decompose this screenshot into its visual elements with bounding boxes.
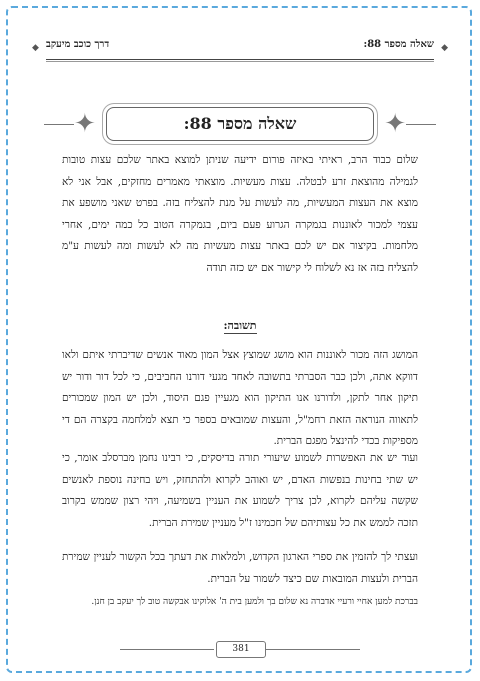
page-number: 381 xyxy=(216,641,266,658)
question-title-banner xyxy=(74,107,406,141)
star-ornament-icon: ✦ xyxy=(384,109,406,139)
footer-rule-left xyxy=(120,649,214,650)
star-ornament-icon: ✦ xyxy=(74,109,96,139)
header-divider-thin xyxy=(46,61,434,62)
header-divider xyxy=(46,59,434,60)
page-footer xyxy=(0,641,480,657)
question-text: שלום כבוד הרב, ראיתי באיזה פורום ידיעה שניתן למוצא באתר שלכם עצות טובות לגמילה מהוצאת זרע לבטלה. עצות מעשיות. מוצאתי מאמרים מחזקים, אבל אני לא מוצא את העצות המעשיות, מה לעשות על מנת להצליח בזה. בפרט שאני מושפע את עצמי למכור לאוננות בגמקרה הגרוע פעם ביום, בגמקרה הטוב כל כמה ימים, אחרי מלחמות. בקיצור אם יש לכם באתר עצות מעשיות מה לא לעשות ומה לעשות ע"מ להצליח בזה אז נא לשלוח לי קישור אם יש כזה תודה xyxy=(62,154,418,274)
footer-rule-right xyxy=(266,649,360,650)
answer-heading-label: תשובה: xyxy=(223,319,257,332)
header-question-title: שאלה מספר 88: xyxy=(363,39,434,50)
question-title: שאלה מספר 88: xyxy=(106,107,374,141)
answer-paragraph: ועצתי לך להזמין את ספרי הארגון הקדוש, ולמלאות את דעתך בכל הקשור לעניין שמירת הברית ולעצות המובאות שם כיצד לשמור על הברית. xyxy=(62,551,418,585)
answer-paragraph: המושג הזה מכור לאוננות הוא מושג שמוצץ אצל המון מאוד אנשים שדיברתי איתם ולאו דווקא אתה, ולכן כבר הסברתי בתשובה לאחד מגעי דורנו החביבים, כי לכל דור ודור יש תיקון אחר לתקן, ולדורנו אנו התיקון הוא מגעיין פגם היסוד, ולכן יש המון שמכורים לתאווה הנוראה הזאת רחמ"ל, והעצות שמובאים בספר כי תצא למלחמה בקצרה הם די מספיקות בכדי להינצל מפגם הברית. xyxy=(62,349,418,447)
header-bullet-icon: ◆ xyxy=(441,43,448,53)
running-header xyxy=(32,39,448,57)
header-book-title: דרך כוכב מיעקב xyxy=(46,39,110,50)
title-rule-left xyxy=(44,124,74,125)
answer-paragraph: ועוד יש את האפשרות לשמוע שיעורי תורה בדיסקים, כי רבינו נחמן מברסלב אומר, כי יש שתי בחינות בנפשות האדם, יש ואוהב לקרוא ולהתחזק, ויש בחינה נוספת לאנשים שקשה עליהם לקרוא, לכן צריך לשמוע את העניין בשמיעה, ויהי רצון שממש בקרוב תזכה לממש את כל עצותיהם של חכמינו ז"ל מעניין שמירת הברית. xyxy=(62,452,418,529)
title-rule-right xyxy=(406,124,436,125)
answer-heading xyxy=(0,319,480,332)
header-bullet-icon-left: ◆ xyxy=(32,43,39,53)
signature: בברכת למען אחיי ורעיי אדברה נא שלום בך ולמען בית ה' אלוקינו אבקשה טוב לך יעקב בן חנן. xyxy=(91,597,418,607)
